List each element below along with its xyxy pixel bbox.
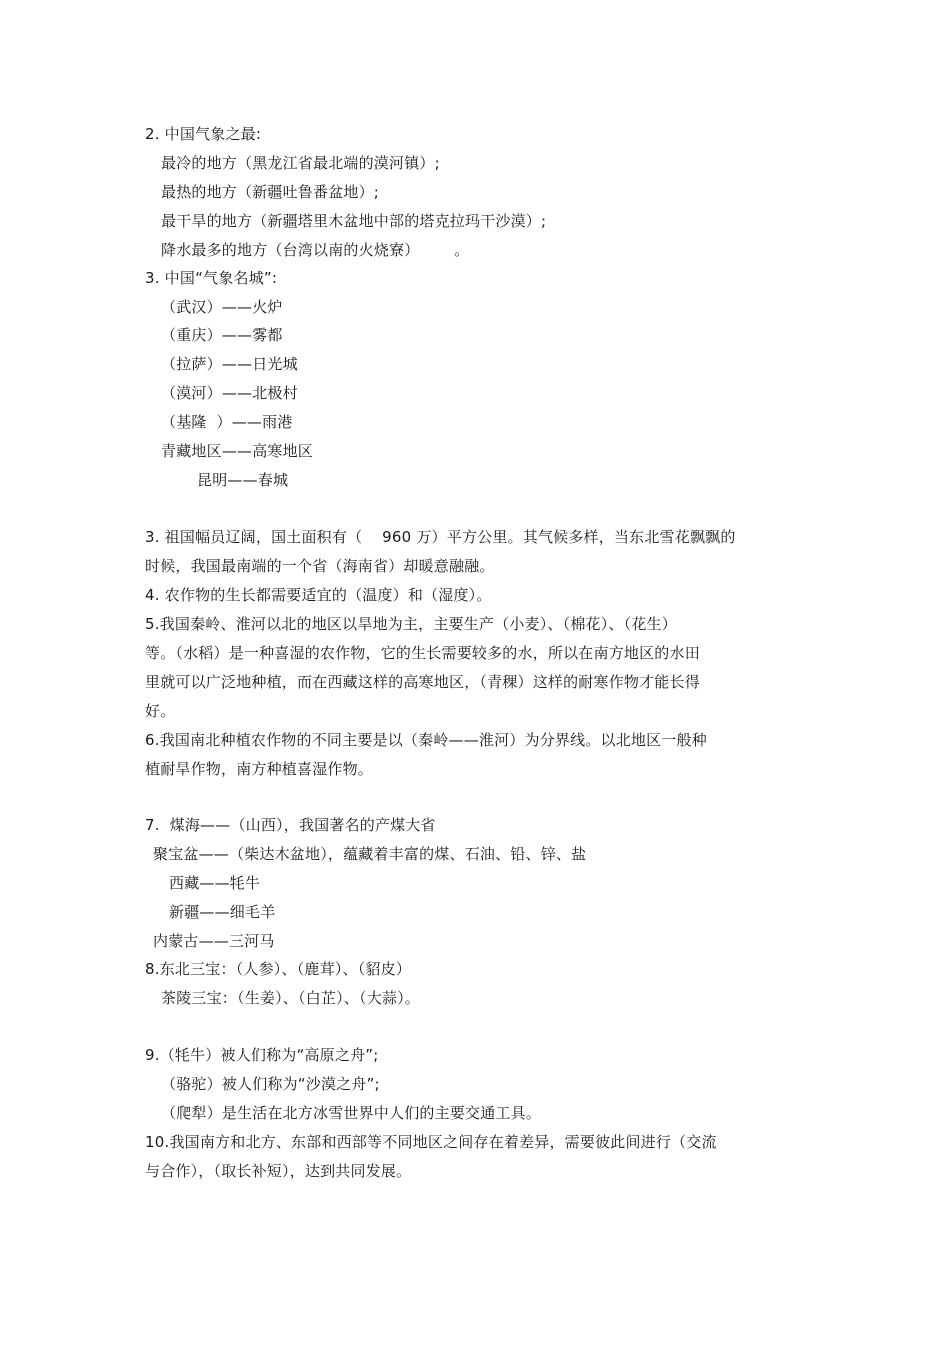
text-line: 8.东北三宝：（人参）、（鹿茸）、（貂皮） (145, 960, 412, 978)
text-line: （武汉）——火炉 (161, 298, 283, 316)
text-line: 2. 中国气象之最: (145, 125, 262, 143)
text-line: 最干旱的地方（新疆塔里木盆地中部的塔克拉玛干沙漠）; (161, 212, 547, 230)
text-line: （骆驼）被人们称为“沙漠之舟”; (161, 1075, 380, 1093)
text-line: 时候，我国最南端的一个省（海南省）却暖意融融。 (145, 557, 495, 575)
text-line: 4. 农作物的生长都需要适宜的（温度）和（湿度）。 (145, 586, 492, 604)
text-line: 植耐旱作物，南方种植喜湿作物。 (145, 760, 374, 778)
text-line: 与合作），（取长补短），达到共同发展。 (145, 1162, 412, 1180)
text-line: 降水最多的地方（台湾以南的火烧寮） 。 (161, 241, 470, 259)
text-line: 昆明——春城 (197, 471, 289, 489)
text-line: （漠河）——北极村 (161, 384, 298, 402)
text-line: 3. 祖国幅员辽阔，国土面积有（ 960 万）平方公里。其气候多样，当东北雪花飘飘的 (145, 528, 736, 546)
text-line: 最冷的地方（黑龙江省最北端的漠河镇）; (161, 154, 440, 172)
text-line: 10.我国南方和北方、东部和西部等不同地区之间存在着差异，需要彼此间进行（交流 (145, 1133, 717, 1151)
text-line: 里就可以广泛地种植，而在西藏这样的高寒地区，（青稞）这样的耐寒作物才能长得 (145, 673, 700, 691)
text-line: 6.我国南北种植农作物的不同主要是以（秦岭——淮河）为分界线。以北地区一般种 (145, 731, 707, 749)
text-line: （爬犁）是生活在北方冰雪世界中人们的主要交通工具。 (161, 1104, 542, 1122)
text-line: （拉萨）——日光城 (161, 355, 298, 373)
text-line: 最热的地方（新疆吐鲁番盆地）; (161, 183, 380, 201)
text-line: 新疆——细毛羊 (169, 903, 276, 921)
text-line: （基隆 ）——雨港 (161, 413, 293, 431)
text-line: 7. 煤海——（山西），我国著名的产煤大省 (145, 816, 436, 834)
text-line: 9.（牦牛）被人们称为“高原之舟”; (145, 1046, 379, 1064)
text-line: 5.我国秦岭、淮河以北的地区以旱地为主，主要生产（小麦）、（棉花）、（花生） (145, 615, 677, 633)
text-line: （重庆）——雾都 (161, 326, 283, 344)
text-line: 内蒙古——三河马 (153, 932, 275, 950)
text-line: 青藏地区——高寒地区 (161, 442, 314, 460)
text-line: 3. 中国“气象名城”: (145, 269, 278, 287)
text-line: 聚宝盆——（柴达木盆地），蕴藏着丰富的煤、石油、铅、锌、盐 (153, 845, 587, 863)
text-line: 西藏——牦牛 (169, 874, 261, 892)
text-line: 好。 (145, 702, 176, 720)
text-line: 等。（水稻）是一种喜湿的农作物，它的生长需要较多的水，所以在南方地区的水田 (145, 644, 700, 662)
text-line: 茶陵三宝：（生姜）、（白芷）、（大蒜）。 (161, 989, 421, 1007)
